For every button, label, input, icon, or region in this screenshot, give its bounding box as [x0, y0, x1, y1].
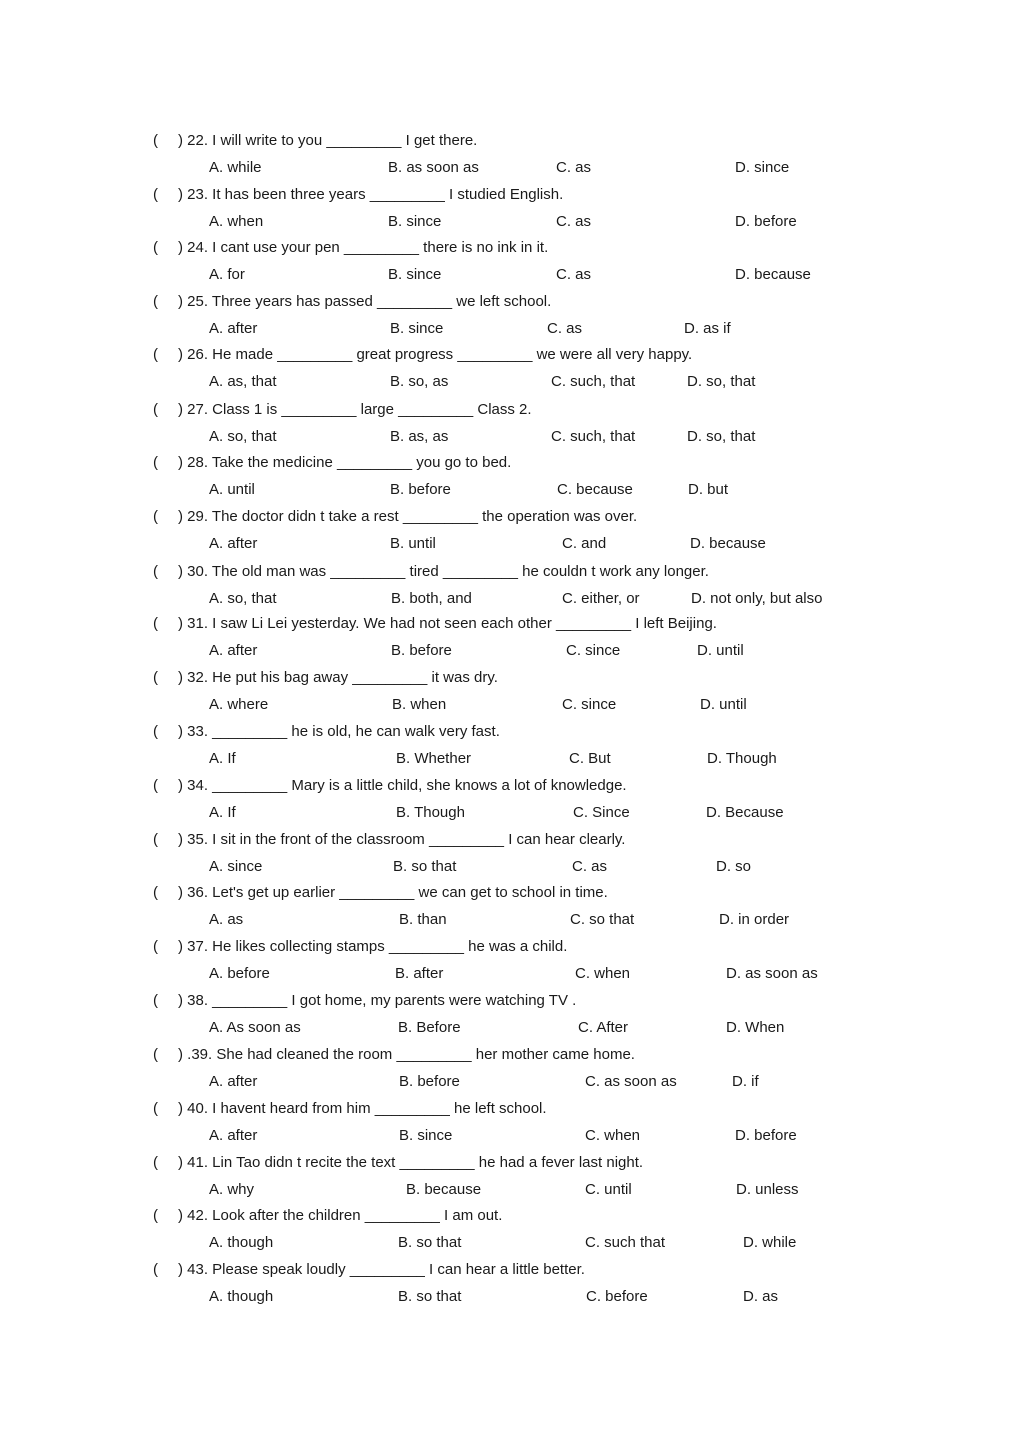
question-28 [0, 454, 1024, 508]
answer-paren: ( [153, 186, 158, 203]
question-stem: ) 43. Please speak loudly _________ I can hear a little better. [178, 1261, 585, 1278]
question-stem: ) 32. He put his bag away _________ it was dry. [178, 669, 498, 686]
answer-paren: ( [153, 669, 158, 686]
option-c: C. before [586, 1288, 648, 1305]
answer-paren: ( [153, 508, 158, 525]
option-b: B. before [399, 1073, 460, 1090]
answer-paren: ( [153, 615, 158, 632]
question-stem: ) 30. The old man was _________ tired _________ he couldn t work any longer. [178, 563, 709, 580]
question-stem: ) 40. I havent heard from him _________ he left school. [178, 1100, 547, 1117]
question-41 [0, 1154, 1024, 1208]
answer-paren: ( [153, 563, 158, 580]
option-a: A. why [209, 1181, 255, 1198]
option-b: B. before [391, 642, 452, 659]
answer-paren: ( [153, 132, 158, 149]
option-c: C. since [562, 696, 617, 713]
question-27 [0, 401, 1024, 455]
option-b: B. until [390, 535, 436, 552]
option-b: B. Though [396, 804, 465, 821]
option-d: D. until [697, 642, 744, 659]
option-a: A. after [209, 1073, 258, 1090]
question-stem: ) 33. _________ he is old, he can walk very fast. [178, 723, 500, 740]
option-b: B. since [388, 213, 442, 230]
option-d: D. until [700, 696, 747, 713]
question-stem: ) 42. Look after the children _________ I am out. [178, 1207, 503, 1224]
answer-paren: ( [153, 1261, 158, 1278]
option-d: D. unless [736, 1181, 799, 1198]
question-31 [0, 615, 1024, 669]
option-d: D. if [732, 1073, 759, 1090]
question-34 [0, 777, 1024, 831]
answer-paren: ( [153, 777, 158, 794]
option-d: D. because [690, 535, 766, 552]
option-b: B. so that [393, 858, 457, 875]
option-a: A. so, that [209, 428, 277, 445]
option-a: A. If [209, 750, 236, 767]
question-stem: ) .39. She had cleaned the room _________ her mother came home. [178, 1046, 635, 1063]
option-c: C. as [556, 266, 592, 283]
answer-paren: ( [153, 1100, 158, 1117]
question-30 [0, 563, 1024, 617]
question-25 [0, 293, 1024, 347]
question-39 [0, 1046, 1024, 1100]
question-42 [0, 1207, 1024, 1261]
option-d: D. so, that [687, 373, 756, 390]
option-b: B. as soon as [388, 159, 479, 176]
question-36 [0, 884, 1024, 938]
question-29 [0, 508, 1024, 562]
option-a: A. when [209, 213, 264, 230]
question-22 [0, 132, 1024, 186]
option-a: A. after [209, 1127, 258, 1144]
option-b: B. before [390, 481, 451, 498]
question-stem: ) 29. The doctor didn t take a rest _________ the operation was over. [178, 508, 638, 525]
option-b: B. than [399, 911, 447, 928]
option-a: A. after [209, 320, 258, 337]
option-a: A. as [209, 911, 244, 928]
question-38 [0, 992, 1024, 1046]
option-a: A. where [209, 696, 269, 713]
question-stem: ) 24. I cant use your pen _________ there is no ink in it. [178, 239, 549, 256]
question-stem: ) 35. I sit in the front of the classroom _________ I can hear clearly. [178, 831, 626, 848]
option-d: D. When [726, 1019, 785, 1036]
answer-paren: ( [153, 884, 158, 901]
option-d: D. so, that [687, 428, 756, 445]
question-32 [0, 669, 1024, 723]
option-a: A. after [209, 642, 258, 659]
answer-paren: ( [153, 1207, 158, 1224]
option-d: D. so [716, 858, 752, 875]
answer-paren: ( [153, 1046, 158, 1063]
option-d: D. Because [706, 804, 784, 821]
answer-paren: ( [153, 723, 158, 740]
option-d: D. since [735, 159, 790, 176]
option-c: C. But [569, 750, 611, 767]
option-d: D. before [735, 213, 797, 230]
option-d: D. not only, but also [691, 590, 823, 607]
option-b: B. since [399, 1127, 453, 1144]
option-b: B. since [388, 266, 442, 283]
question-23 [0, 186, 1024, 240]
question-stem: ) 38. _________ I got home, my parents were watching TV . [178, 992, 577, 1009]
option-c: C. as [547, 320, 583, 337]
option-b: B. so that [398, 1234, 462, 1251]
question-stem: ) 36. Let's get up earlier _________ we can get to school in time. [178, 884, 608, 901]
option-a: A. since [209, 858, 263, 875]
question-24 [0, 239, 1024, 293]
option-b: B. after [395, 965, 444, 982]
answer-paren: ( [153, 938, 158, 955]
option-b: B. because [406, 1181, 482, 1198]
option-a: A. before [209, 965, 270, 982]
option-b: B. as, as [390, 428, 449, 445]
answer-paren: ( [153, 239, 158, 256]
option-c: C. so that [570, 911, 635, 928]
option-c: C. because [557, 481, 633, 498]
option-a: A. though [209, 1234, 274, 1251]
answer-paren: ( [153, 454, 158, 471]
option-c: C. such that [585, 1234, 666, 1251]
option-a: A. If [209, 804, 236, 821]
option-b: B. Whether [396, 750, 472, 767]
option-d: D. before [735, 1127, 797, 1144]
option-c: C. as [556, 159, 592, 176]
option-b: B. when [392, 696, 447, 713]
answer-paren: ( [153, 346, 158, 363]
question-stem: ) 25. Three years has passed _________ we left school. [178, 293, 552, 310]
option-c: C. since [566, 642, 621, 659]
option-a: A. after [209, 535, 258, 552]
question-stem: ) 27. Class 1 is _________ large _________ Class 2. [178, 401, 532, 418]
option-c: C. After [578, 1019, 629, 1036]
answer-paren: ( [153, 293, 158, 310]
option-c: C. Since [573, 804, 630, 821]
option-c: C. until [585, 1181, 632, 1198]
option-a: A. though [209, 1288, 274, 1305]
option-d: D. as [743, 1288, 779, 1305]
answer-paren: ( [153, 831, 158, 848]
option-c: C. such, that [551, 373, 636, 390]
option-c: C. as [556, 213, 592, 230]
question-33 [0, 723, 1024, 777]
option-a: A. for [209, 266, 245, 283]
option-d: D. because [735, 266, 811, 283]
option-d: D. while [743, 1234, 797, 1251]
question-stem: ) 26. He made _________ great progress _________ we were all very happy. [178, 346, 693, 363]
option-c: C. and [562, 535, 607, 552]
option-c: C. such, that [551, 428, 636, 445]
option-b: B. so, as [390, 373, 449, 390]
option-b: B. since [390, 320, 444, 337]
option-b: B. both, and [391, 590, 472, 607]
option-a: A. As soon as [209, 1019, 301, 1036]
option-c: C. when [575, 965, 631, 982]
option-d: D. as soon as [726, 965, 818, 982]
option-c: C. when [585, 1127, 641, 1144]
answer-paren: ( [153, 1154, 158, 1171]
answer-paren: ( [153, 401, 158, 418]
option-a: A. as, that [209, 373, 277, 390]
question-stem: ) 31. I saw Li Lei yesterday. We had not seen each other _________ I left Beijing. [178, 615, 717, 632]
question-35 [0, 831, 1024, 885]
option-c: C. as [572, 858, 608, 875]
question-43 [0, 1261, 1024, 1315]
option-d: D. Though [707, 750, 777, 767]
question-stem: ) 23. It has been three years _________ I studied English. [178, 186, 564, 203]
question-40 [0, 1100, 1024, 1154]
question-37 [0, 938, 1024, 992]
question-stem: ) 28. Take the medicine _________ you go to bed. [178, 454, 512, 471]
option-c: C. as soon as [585, 1073, 677, 1090]
option-b: B. Before [398, 1019, 461, 1036]
question-stem: ) 37. He likes collecting stamps _________ he was a child. [178, 938, 568, 955]
option-d: D. in order [719, 911, 790, 928]
option-d: D. as if [684, 320, 731, 337]
answer-paren: ( [153, 992, 158, 1009]
question-26 [0, 346, 1024, 400]
option-a: A. while [209, 159, 262, 176]
question-stem: ) 34. _________ Mary is a little child, she knows a lot of knowledge. [178, 777, 627, 794]
option-a: A. until [209, 481, 255, 498]
option-b: B. so that [398, 1288, 462, 1305]
option-d: D. but [688, 481, 729, 498]
option-a: A. so, that [209, 590, 277, 607]
question-stem: ) 22. I will write to you _________ I get there. [178, 132, 478, 149]
option-c: C. either, or [562, 590, 640, 607]
question-stem: ) 41. Lin Tao didn t recite the text _________ he had a fever last night. [178, 1154, 644, 1171]
